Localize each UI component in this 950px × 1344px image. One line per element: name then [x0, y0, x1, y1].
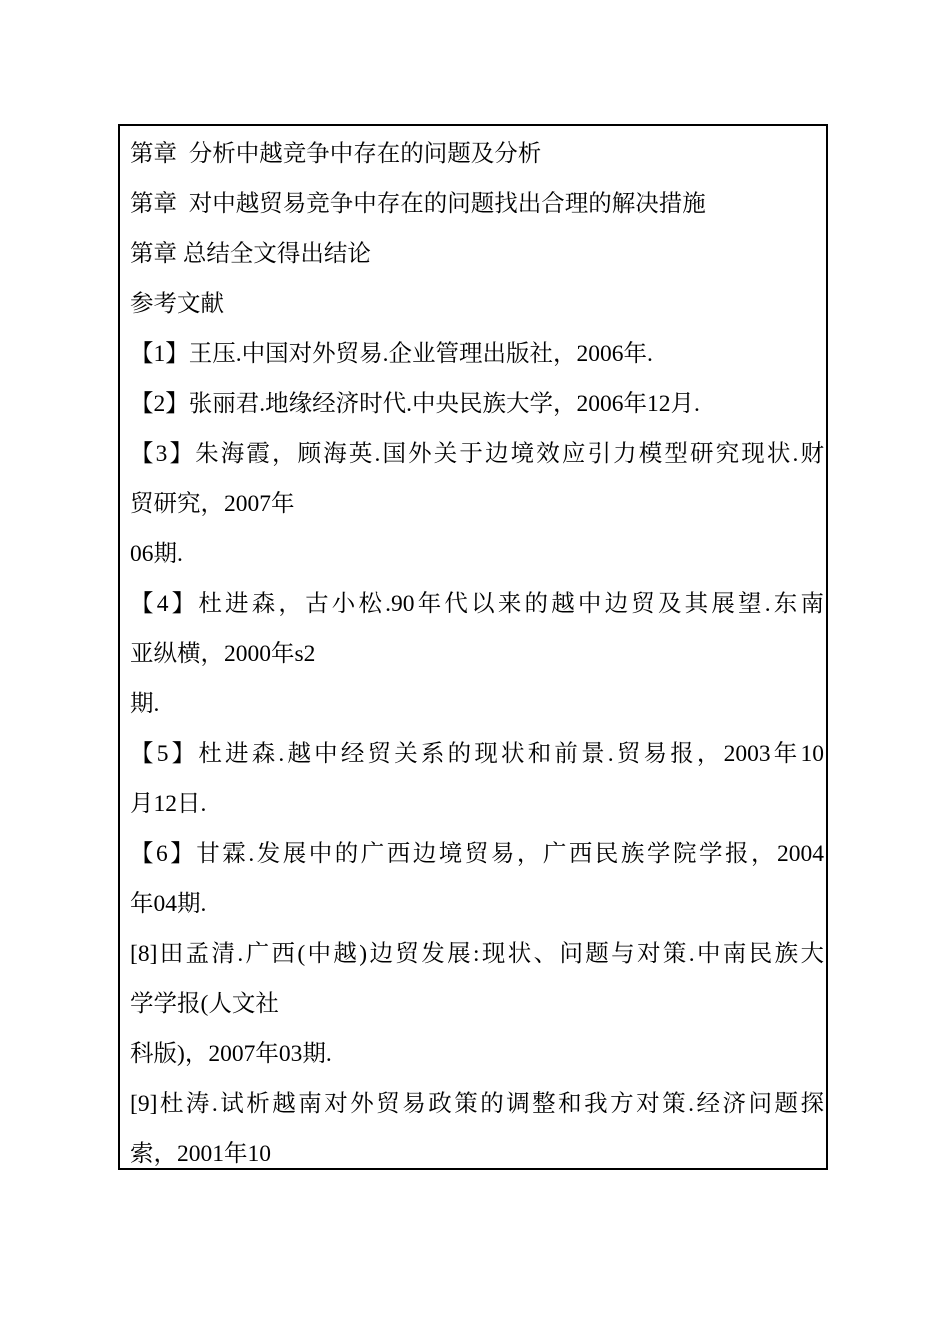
reference-2: 【2】张丽君.地缘经济时代.中央民族大学，2006年12月. [130, 391, 700, 417]
reference-line: 期. [130, 691, 160, 717]
reference-5 [130, 729, 824, 829]
reference-line: 年04期. [130, 891, 207, 917]
reference-line: 学学报(人文社 [130, 991, 279, 1017]
reference-line: 【5】杜进森.越中经贸关系的现状和前景.贸易报，2003年10 [130, 741, 824, 767]
reference-line: 【3】朱海霞，顾海英.国外关于边境效应引力模型研究现状.财 [130, 441, 824, 467]
outline-chapter-conclusion: 第章 总结全文得出结论 [130, 241, 371, 267]
reference-line: 索，2001年10 [130, 1141, 271, 1167]
outline-chapter-solutions: 第章 对中越贸易竞争中存在的问题找出合理的解决措施 [130, 191, 706, 217]
reference-line: 亚纵横，2000年s2 [130, 641, 316, 667]
reference-8 [130, 929, 824, 1079]
reference-line: [8]田孟清.广西(中越)边贸发展:现状、问题与对策.中南民族大 [130, 941, 824, 967]
reference-line: 【4】杜进森，古小松.90年代以来的越中边贸及其展望.东南 [130, 591, 824, 617]
reference-line: 【6】甘霖.发展中的广西边境贸易，广西民族学院学报，2004 [130, 841, 824, 867]
references-heading: 参考文献 [130, 291, 224, 317]
reference-3 [130, 429, 824, 579]
outline-chapter-analysis: 第章 分析中越竞争中存在的问题及分析 [130, 141, 542, 167]
reference-6 [130, 829, 824, 929]
reference-4 [130, 579, 824, 729]
reference-line: 06期. [130, 541, 183, 567]
document-content [130, 129, 824, 1179]
reference-line: [9]杜涛.试析越南对外贸易政策的调整和我方对策.经济问题探 [130, 1091, 824, 1117]
reference-line: 贸研究，2007年 [130, 491, 295, 517]
reference-1: 【1】王压.中国对外贸易.企业管理出版社，2006年. [130, 341, 653, 367]
reference-line: 科版)，2007年03期. [130, 1041, 332, 1067]
reference-line: 月12日. [130, 791, 207, 817]
reference-9 [130, 1079, 824, 1179]
document-frame [118, 124, 828, 1170]
